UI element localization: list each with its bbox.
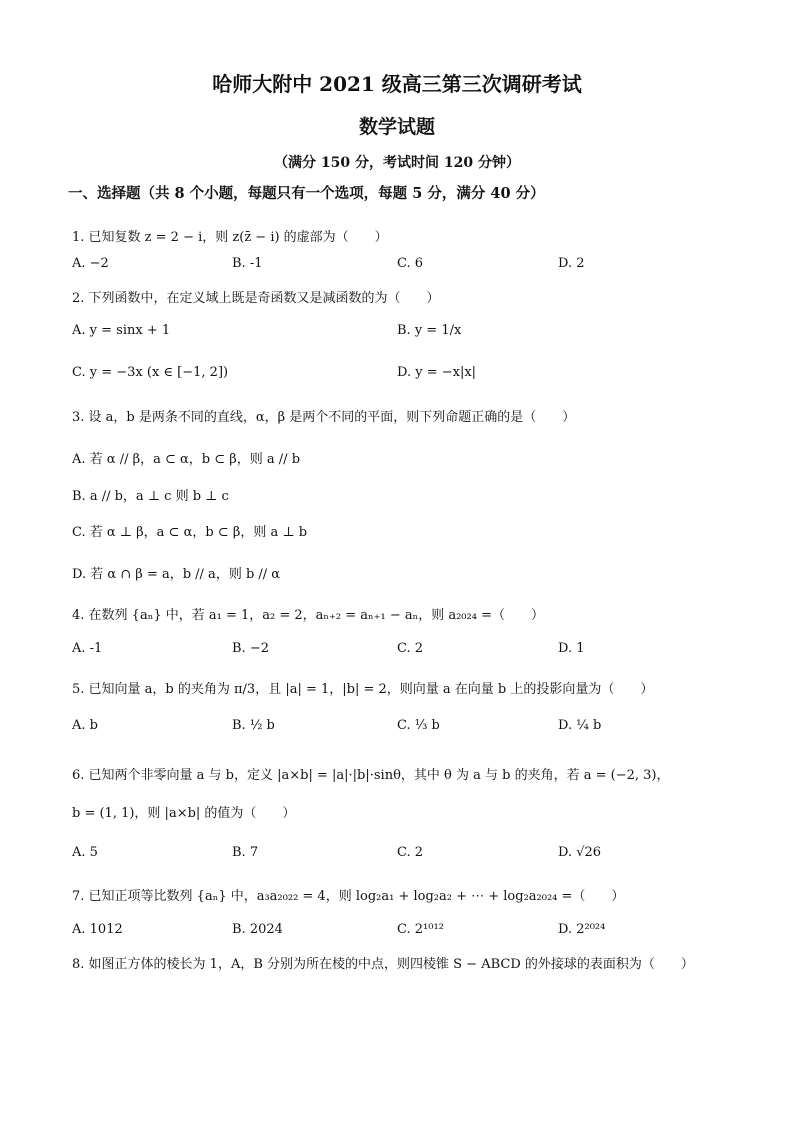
q3-option-c: C. 若 α ⊥ β，a ⊂ α，b ⊂ β，则 a ⊥ b: [72, 525, 308, 540]
question-6-stem-cont: b = (1, 1)，则 |a×b| 的值为（ ）: [72, 806, 296, 821]
q3-option-a: A. 若 α // β，a ⊂ α，b ⊂ β，则 a // b: [72, 452, 301, 467]
q4-option-c: C. 2: [397, 641, 424, 656]
q7-option-a: A. 1012: [72, 922, 123, 937]
q7-option-c: C. 2¹⁰¹²: [397, 922, 444, 937]
subject-title: 数学试题: [358, 116, 435, 138]
question-6-stem: 6. 已知两个非零向量 a 与 b，定义 |a×b| = |a|·|b|·sinθ，其中 θ 为 a 与 b 的夹角，若 a = (−2, 3)，: [72, 768, 670, 783]
q6-option-d: D. √26: [558, 845, 602, 860]
q2-option-d: D. y = −x|x|: [397, 365, 477, 380]
question-7-stem: 7. 已知正项等比数列 {aₙ} 中，a₃a₂₀₂₂ = 4，则 log₂a₁ + log₂a₂ + ⋯ + log₂a₂₀₂₄ =（ ）: [72, 889, 625, 904]
q1-option-c: C. 6: [397, 256, 424, 271]
question-3-stem: 3. 设 a，b 是两条不同的直线，α，β 是两个不同的平面，则下列命题正确的是（ ）: [72, 410, 576, 425]
q2-option-a: A. y = sinx + 1: [72, 323, 171, 338]
q1-option-b: B. -1: [232, 256, 263, 271]
exam-note: （满分 150 分，考试时间 120 分钟）: [274, 155, 520, 171]
q5-option-b: B. ½ b: [232, 718, 275, 733]
q1-option-d: D. 2: [558, 256, 585, 271]
q4-option-a: A. -1: [72, 641, 103, 656]
q7-option-b: B. 2024: [232, 922, 283, 937]
q3-option-d: D. 若 α ∩ β = a，b // a，则 b // α: [72, 567, 281, 582]
q5-option-c: C. ⅓ b: [397, 718, 440, 733]
q2-option-c: C. y = −3x (x ∈ [−1, 2]): [72, 365, 229, 380]
question-1-stem: 1. 已知复数 z = 2 − i，则 z(z̄ − i) 的虚部为（ ）: [72, 230, 388, 245]
question-2-stem: 2. 下列函数中，在定义域上既是奇函数又是减函数的为（ ）: [72, 291, 440, 306]
question-5-stem: 5. 已知向量 a，b 的夹角为 π/3，且 |a| = 1，|b| = 2，则向量 a 在向量 b 上的投影向量为（ ）: [72, 682, 654, 697]
q6-option-c: C. 2: [397, 845, 424, 860]
q1-option-a: A. −2: [72, 256, 109, 271]
q7-option-d: D. 2²⁰²⁴: [558, 922, 606, 937]
q2-option-b: B. y = 1/x: [397, 323, 462, 338]
q4-option-b: B. −2: [232, 641, 269, 656]
question-8-stem: 8. 如图正方体的棱长为 1，A，B 分别为所在棱的中点，则四棱锥 S − ABCD 的外接球的表面积为（ ）: [72, 957, 694, 972]
q5-option-a: A. b: [72, 718, 98, 733]
section-heading: 一、选择题（共 8 个小题，每题只有一个选项，每题 5 分，满分 40 分）: [68, 185, 545, 202]
q4-option-d: D. 1: [558, 641, 585, 656]
q6-option-b: B. 7: [232, 845, 259, 860]
q3-option-b: B. a // b，a ⊥ c 则 b ⊥ c: [72, 489, 229, 504]
q5-option-d: D. ¼ b: [558, 718, 602, 733]
question-4-stem: 4. 在数列 {aₙ} 中，若 a₁ = 1，a₂ = 2，aₙ₊₂ = aₙ₊₁ − aₙ，则 a₂₀₂₄ =（ ）: [72, 608, 544, 623]
q6-option-a: A. 5: [72, 845, 98, 860]
exam-title: 哈师大附中 2021 级高三第三次调研考试: [212, 72, 582, 96]
